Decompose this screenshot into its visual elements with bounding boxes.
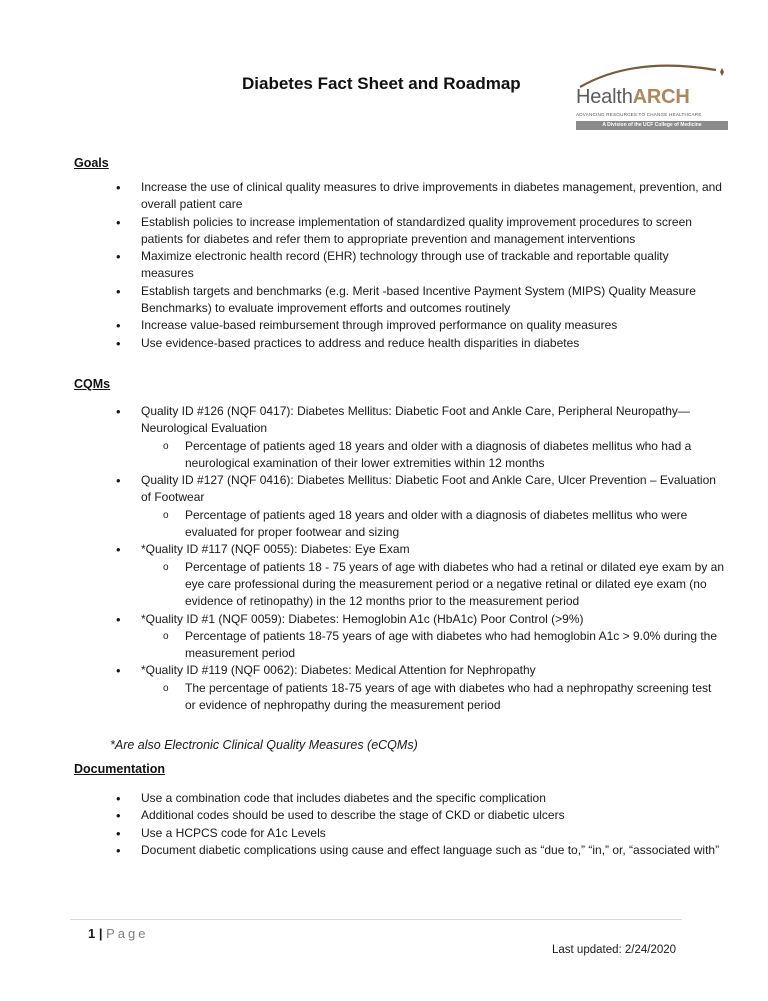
page-number — [88, 926, 149, 941]
cqms-heading: CQMs — [74, 377, 111, 391]
logo-tagline: ADVANCING RESOURCES TO CHANGE HEALTHCARE — [576, 112, 702, 117]
list-item: • Additional codes should be used to describe the stage of CKD or diabetic ulcers — [114, 807, 724, 824]
list-item: • Use a HCPCS code for A1c Levels — [114, 825, 724, 842]
list-item — [114, 472, 724, 541]
cqm-measure: *Quality ID #119 (NQF 0062): Diabetes: Medical Attention for Nephropathy — [141, 663, 536, 678]
documentation-list — [114, 790, 724, 859]
list-item — [114, 403, 724, 472]
cqm-description: o Percentage of patients aged 18 years and older with a diagnosis of diabetes mellitus who were evaluated for proper footwear and sizing — [141, 507, 724, 542]
cqm-measure: Quality ID #127 (NQF 0416): Diabetes Mellitus: Diabetic Foot and Ankle Care, Ulcer Prevention – Evaluation of Footwear — [141, 473, 716, 505]
footer-divider — [70, 919, 682, 920]
logo-arch-text: ARCH — [632, 86, 690, 108]
last-updated: Last updated: 2/24/2020 — [552, 944, 677, 956]
healtharch-logo — [574, 60, 730, 138]
list-item — [114, 611, 724, 663]
logo-wordmark — [576, 86, 690, 109]
list-item: • Increase value-based reimbursement through improved performance on quality measures — [114, 317, 724, 334]
list-item: • Use evidence-based practices to address and reduce health disparities in diabetes — [114, 335, 724, 352]
list-item: • Establish policies to increase implementation of standardized quality improvement procedures to screen patients for diabetes and refer them to appropriate prevention and management interventions — [114, 214, 724, 249]
goals-heading: Goals — [74, 156, 109, 170]
documentation-heading: Documentation — [74, 762, 165, 776]
list-item: • Establish targets and benchmarks (e.g. Merit -based Incentive Payment System (MIPS) Quality Measure Benchmarks) to evaluate improvement efforts and outcomes routinely — [114, 283, 724, 318]
cqms-list — [114, 403, 724, 714]
page-number-value: 1 — [88, 926, 96, 941]
list-item — [114, 662, 724, 714]
page-separator: | — [98, 926, 103, 941]
list-item: • Maximize electronic health record (EHR) technology through use of trackable and reportable quality measures — [114, 248, 724, 283]
logo-health-text: Health — [576, 86, 633, 108]
page-word: Page — [106, 926, 149, 941]
cqm-description: o Percentage of patients 18 - 75 years of age with diabetes who had a retinal or dilated eye exam by an eye care professional during the measurement period or a negative retinal or dilated eye exam (no evidence of retinopathy) in the 12 months prior to the measurement period — [141, 559, 724, 611]
list-item: • Increase the use of clinical quality measures to drive improvements in diabetes management, prevention, and overall patient care — [114, 179, 724, 214]
list-item: • Use a combination code that includes diabetes and the specific complication — [114, 790, 724, 807]
goals-list — [114, 179, 724, 352]
cqm-description: o The percentage of patients 18-75 years of age with diabetes who had a nephropathy screening test or evidence of nephropathy during the measurement period — [141, 680, 724, 715]
cqm-description: o Percentage of patients 18-75 years of age with diabetes who had hemoglobin A1c > 9.0% during the measurement period — [141, 628, 724, 663]
list-item: • Document diabetic complications using cause and effect language such as “due to,” “in,” or, “associated with” — [114, 842, 724, 859]
cqm-measure: *Quality ID #117 (NQF 0055): Diabetes: Eye Exam — [141, 542, 410, 557]
page-title: Diabetes Fact Sheet and Roadmap — [242, 74, 521, 93]
cqm-measure: *Quality ID #1 (NQF 0059): Diabetes: Hemoglobin A1c (HbA1c) Poor Control (>9%) — [141, 611, 584, 626]
cqm-description: o Percentage of patients aged 18 years and older with a diagnosis of diabetes mellitus who had a neurological examination of their lower extremities within 12 months — [141, 438, 724, 473]
logo-division-bar: A Division of the UCF College of Medicine — [576, 121, 728, 130]
list-item — [114, 541, 724, 610]
ecqm-note: *Are also Electronic Clinical Quality Measures (eCQMs) — [110, 738, 418, 752]
cqm-measure: Quality ID #126 (NQF 0417): Diabetes Mellitus: Diabetic Foot and Ankle Care, Peripheral Neuropathy—Neurological Evaluation — [141, 404, 690, 436]
